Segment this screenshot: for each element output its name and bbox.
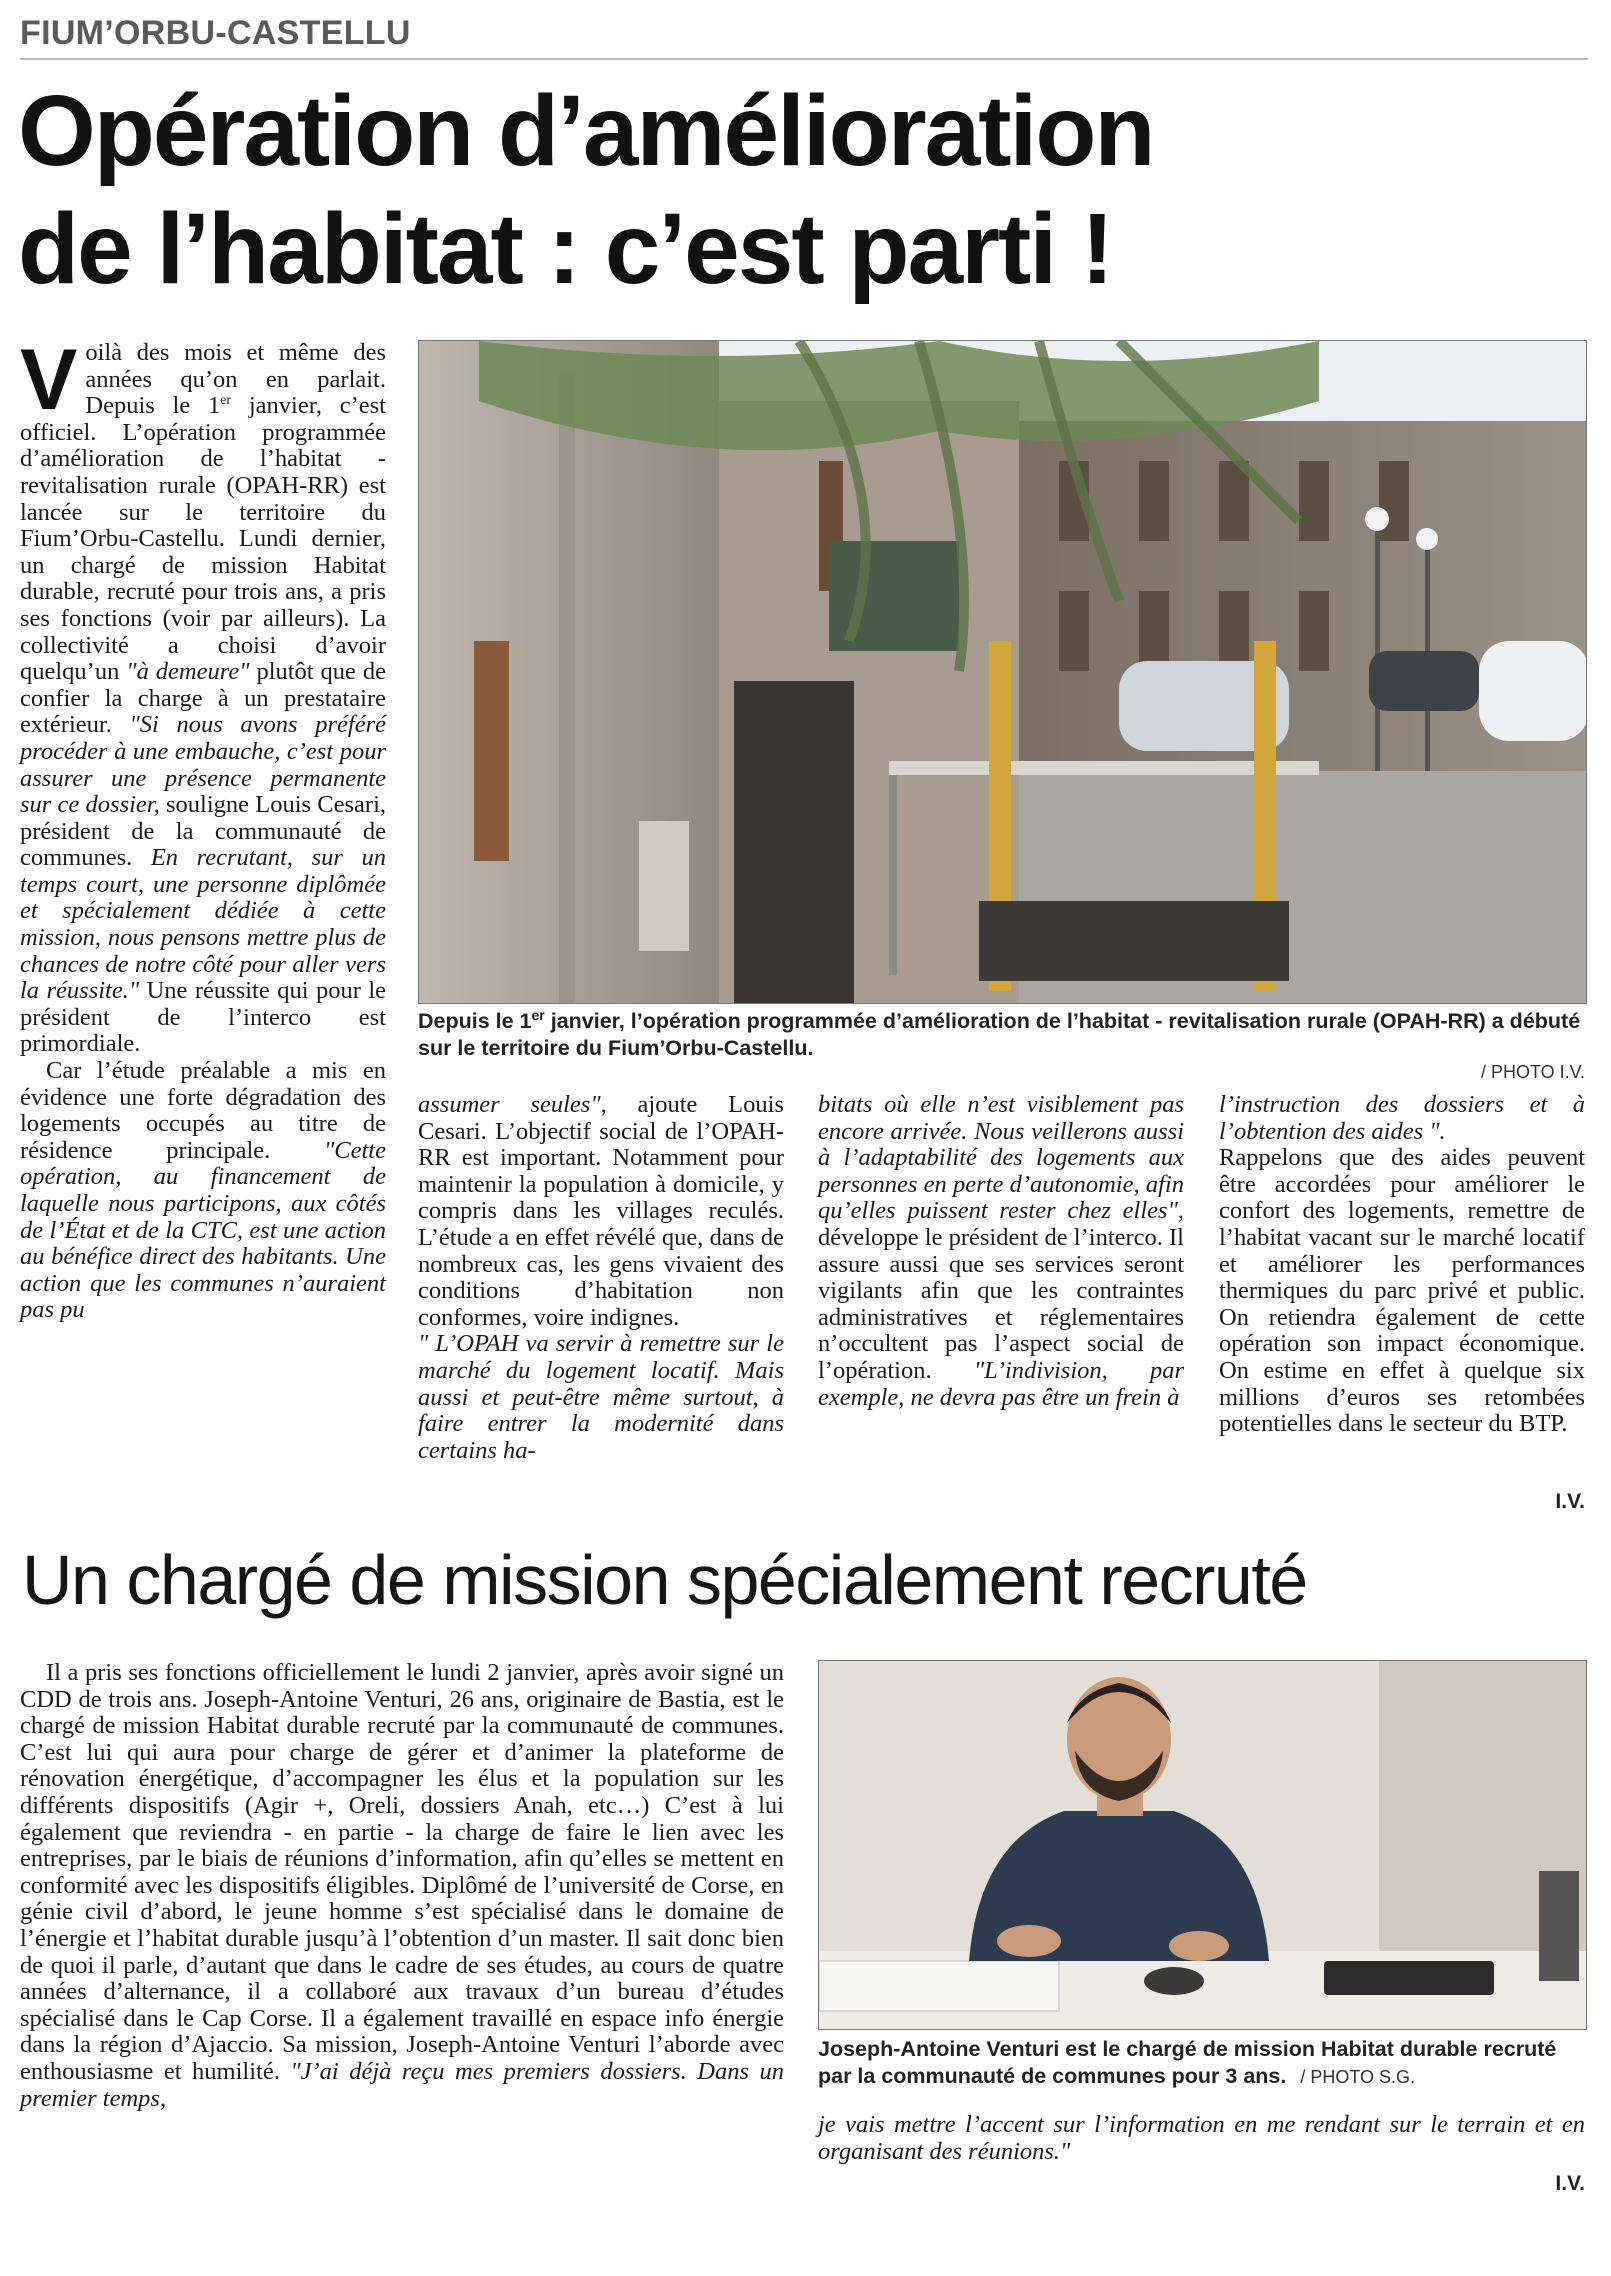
photo1-credit: / PHOTO I.V.: [1480, 1062, 1585, 1082]
quote-run: bitats où elle n’est visiblement pas encore arrivée. Nous veillerons aussi à l’adaptabilité des logements aux personnes en perte d’autonomie, afin qu’elles puissent rester chez elles": [818, 1091, 1184, 1225]
text-run: souligne Louis Cesari, président de la communauté de communes.: [20, 791, 387, 872]
text-run: oilà des mois et même des années qu’on en parlait. Depuis le 1: [85, 339, 386, 420]
quote-run: je vais mettre l’accent sur l’information en me rendant sur le terrain et en organisant des réunions.": [818, 2111, 1585, 2165]
text-run: Il a pris ses fonctions officiellement le lundi 2 janvier, après avoir signé un CDD de trois ans. Joseph-Antoine Venturi, 26 ans, originaire de Bastia, est le chargé de mission Habitat durable recruté par la communauté de communes. C’est lui qui aura pour charge de gérer et d’animer la plateforme de rénovation énergétique, d’accompagner les élus et la population sur les différents dispositifs (Agir +, Oreli, dossiers Anah, etc…) C’est à lui également que reviendra - en partie - la charge de faire le lien avec les entreprises, par le biais de réunions d’information, afin qu’elles se mettent en conformité avec les dispositifs éligibles. Diplômé de l’université de Corse, en génie civil d’abord, le jeune homme s’est spécialisé dans le domaine de l’énergie et l’habitat durable jusqu’à l’obtention d’un master. Il sait donc bien de quoi il parle, d’autant que dans le cadre de ses études, au cours de quatre années d’alternance, il a collaboré aux travaux d’un bureau d’études spécialisé dans le Cap Corse. Il a également travaillé en espace info énergie dans la région d’Ajaccio. Sa mission, Joseph-Antoine Venturi l’aborde avec enthousiasme et humilité.: [20, 1659, 784, 2085]
dropcap: V: [20, 332, 78, 428]
quote-run: l’instruction des dossiers et à l’obtention des aides ".: [1219, 1091, 1585, 1145]
caption-run: janvier, l’opération programmée d’amélioration de l’habitat - revitalisation rurale (OPAH-RR) a débuté sur le territoire du Fium’Orbu-Castellu.: [418, 1009, 1581, 1060]
text-run: janvier, c’est officiel. L’opération programmée d’amélioration de l’habitat -revitalisation rurale (OPAH-RR) est lancée sur le territoire du Fium’Orbu-Castellu. Lundi dernier, un chargé de mission Habitat durable, recruté pour trois ans, a pris ses fonctions (voir par ailleurs). La collectivité a choisi d’avoir quelqu’un: [20, 392, 386, 686]
article1-signature: I.V.: [1555, 1490, 1585, 1513]
headline: [18, 72, 1578, 308]
text-run: , ajoute Louis Cesari. L’objectif social de l’OPAH-RR est important. Notamment pour maintenir la population à domicile, y compris dans les villages reculés. L’étude a en effet révélé que, dans de nombreux cas, les gens vivaient des conditions d’habitation non conformes, voire indignes.: [418, 1091, 784, 1331]
caption-run: Joseph-Antoine Venturi est le chargé de mission Habitat durable recruté par la communauté de communes pour 3 ans.: [818, 2037, 1557, 2088]
text-run: plutôt que de confier la charge à un prestataire extérieur.: [20, 658, 386, 739]
superscript: er: [220, 393, 232, 409]
article2-column-2: [818, 2112, 1585, 2165]
quote-run: "Cette opération, au financement de laquelle nous participons, aux côtés de l’État et de la CTC, est une action au bénéfice direct des habitants. Une action que les communes n’auraient pas pu: [20, 1136, 386, 1324]
subhead: Un chargé de mission spécialement recruté: [22, 1541, 1307, 1619]
superscript: er: [531, 1006, 545, 1023]
headline-line-2: de l’habitat : c’est parti !: [18, 193, 1113, 305]
quote-run: assumer seules": [418, 1091, 601, 1118]
caption-run: Depuis le 1: [418, 1009, 532, 1033]
quote-run: " L’OPAH va servir à remettre sur le marché du logement locatif. Mais aussi et peut-être même surtout, à faire entrer la modernité dans certains ha-: [418, 1330, 784, 1464]
portrait-image: [819, 1661, 1586, 2029]
article1-column-1: [20, 332, 387, 1324]
text-run: Rappelons que des aides peuvent être accordées pour améliorer le confort des logements, remettre de l’habitat vacant sur le marché locatif et améliorer les performances thermiques du parc privé et public. On retiendra également de cette opération son impact économique. On estime en effet à quelque six millions d’euros ses retombées potentielles dans le secteur du BTP.: [1219, 1144, 1585, 1438]
street-scene-image: [419, 341, 1586, 1003]
portrait-photo: [818, 1660, 1587, 2030]
quote-run: "L’indivision, par exemple, ne devra pas être un frein à: [818, 1356, 1184, 1411]
article1-column-4: [1219, 1092, 1585, 1438]
quote-run: "Si nous avons préféré procéder à une embauche, c’est pour assurer une présence permanente sur ce dossier,: [20, 711, 386, 819]
quote-run: En recrutant, sur un temps court, une personne diplômée et spécialement dédiée à cette mission, nous pensons mettre plus de chances de notre côté pour aller vers la réussite.": [20, 844, 386, 1005]
quote-run: "J’ai déjà reçu mes premiers dossiers. Dans un premier temps,: [20, 2057, 785, 2112]
text-run: , développe le président de l’interco. Il assure aussi que ses services seront vigilants afin que les contraintes administratives et réglementaires n’occultent pas l’aspect social de l’opération.: [818, 1197, 1184, 1384]
street-photo: [418, 340, 1587, 1004]
text-run: Car l’étude préalable a mis en évidence une forte dégradation des logements occupés au titre de résidence principale.: [20, 1057, 386, 1164]
headline-line-1: Opération d’amélioration: [18, 75, 1154, 187]
article2-signature: I.V.: [1555, 2172, 1585, 2195]
photo2-caption: [818, 2036, 1585, 2091]
photo2-credit: / PHOTO S.G.: [1300, 2067, 1416, 2087]
article1-column-2: [418, 1092, 784, 1464]
section-rule: [20, 58, 1588, 60]
text-run: Une réussite qui pour le président de l’interco est primordiale.: [20, 977, 387, 1058]
article1-column-3: [818, 1092, 1184, 1411]
photo1-caption: [418, 1008, 1585, 1086]
article2-column-1: [20, 1660, 784, 2112]
quote-run: "à demeure": [126, 658, 250, 686]
section-label: FIUM’ORBU-CASTELLU: [20, 14, 411, 52]
